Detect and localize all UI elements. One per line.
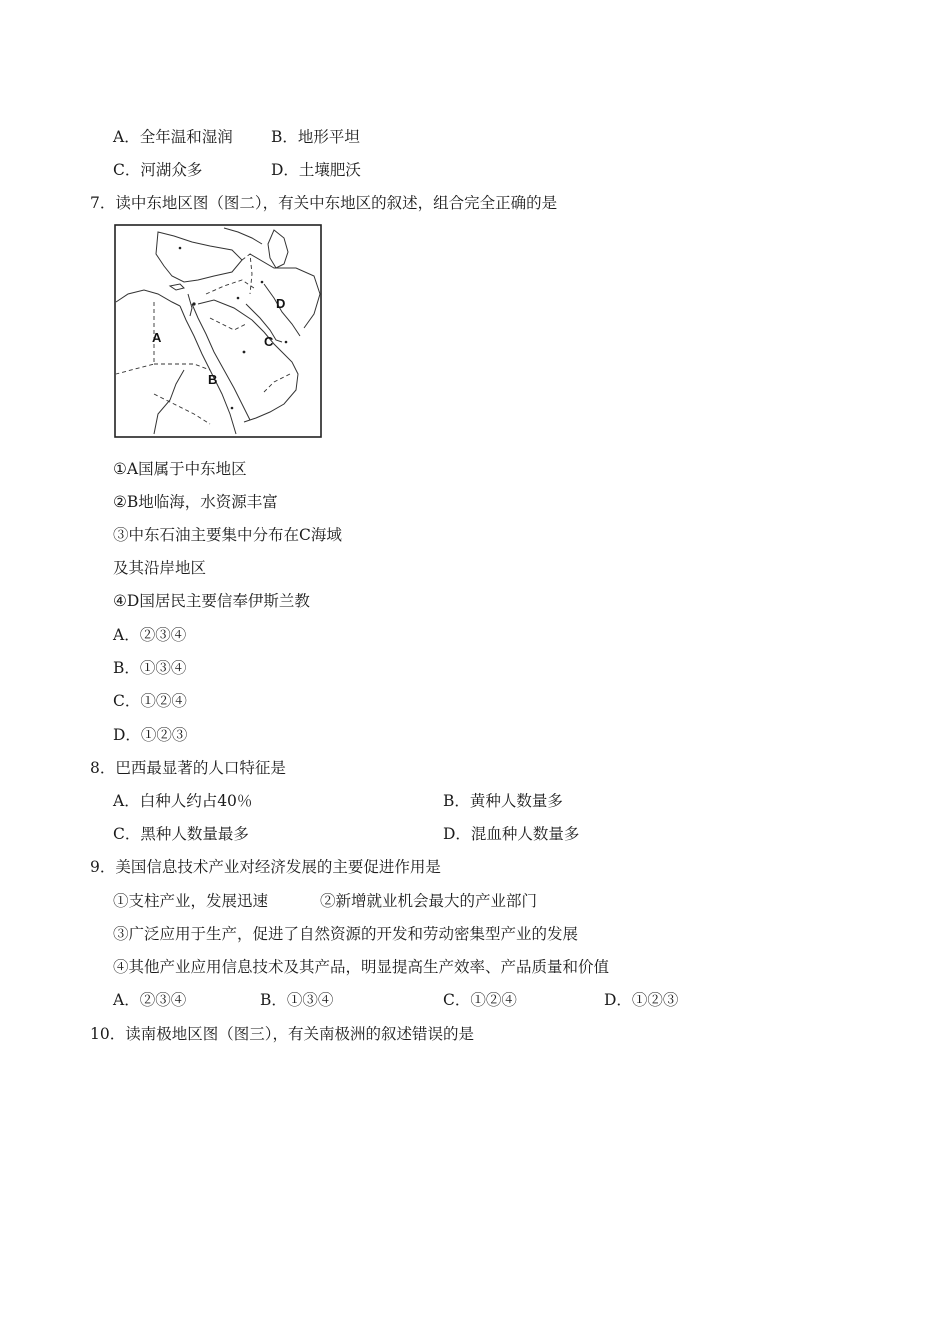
q7-statement-1: ①A国属于中东地区 — [113, 460, 247, 478]
q7-statement-3-cont: 及其沿岸地区 — [113, 559, 207, 577]
q9-stem: 9．美国信息技术产业对经济发展的主要促进作用是 — [90, 858, 441, 876]
q9-option-c: C．①②④ — [443, 991, 517, 1009]
q6-option-c: C．河湖众多 — [113, 161, 203, 179]
q8-option-d: D．混血种人数量多 — [443, 825, 580, 843]
q7-statement-2: ②B地临海，水资源丰富 — [113, 493, 278, 511]
q7-option-c: C．①②④ — [113, 692, 187, 710]
q6-option-d: D．土壤肥沃 — [271, 161, 361, 179]
map-label-c: C — [264, 334, 274, 349]
q7-option-d: D．①②③ — [113, 726, 188, 744]
q8-option-c: C．黑种人数量最多 — [113, 825, 249, 843]
q7-statement-3: ③中东石油主要集中分布在C海域 — [113, 526, 342, 544]
q8-option-b: B．黄种人数量多 — [443, 792, 563, 810]
q8-stem: 8．巴西最显著的人口特征是 — [90, 759, 286, 777]
q7-option-a: A．②③④ — [113, 626, 187, 644]
q8-option-a: A．白种人约占40％ — [113, 792, 253, 810]
q6-option-b: B．地形平坦 — [271, 128, 360, 146]
middle-east-map — [114, 224, 322, 438]
q9-option-b: B．①③④ — [260, 991, 334, 1009]
map-label-d: D — [276, 296, 286, 311]
map-label-b: B — [208, 372, 218, 387]
q9-statement-4: ④其他产业应用信息技术及其产品，明显提高生产效率、产品质量和价值 — [113, 958, 610, 976]
q7-option-b: B．①③④ — [113, 659, 187, 677]
q9-statement-2: ②新增就业机会最大的产业部门 — [320, 892, 538, 910]
q9-statement-3: ③广泛应用于生产，促进了自然资源的开发和劳动密集型产业的发展 — [113, 925, 579, 943]
middle-east-map-figure — [114, 224, 322, 438]
q9-option-d: D．①②③ — [604, 991, 679, 1009]
q7-stem: 7．读中东地区图（图二），有关中东地区的叙述，组合完全正确的是 — [90, 194, 558, 212]
q9-statement-1: ①支柱产业，发展迅速 — [113, 892, 269, 910]
q9-option-a: A．②③④ — [113, 991, 187, 1009]
q10-stem: 10．读南极地区图（图三），有关南极洲的叙述错误的是 — [90, 1025, 474, 1043]
map-label-a: A — [152, 330, 162, 345]
q6-option-a: A．全年温和湿润 — [113, 128, 233, 146]
q7-statement-4: ④D国居民主要信奉伊斯兰教 — [113, 592, 310, 610]
